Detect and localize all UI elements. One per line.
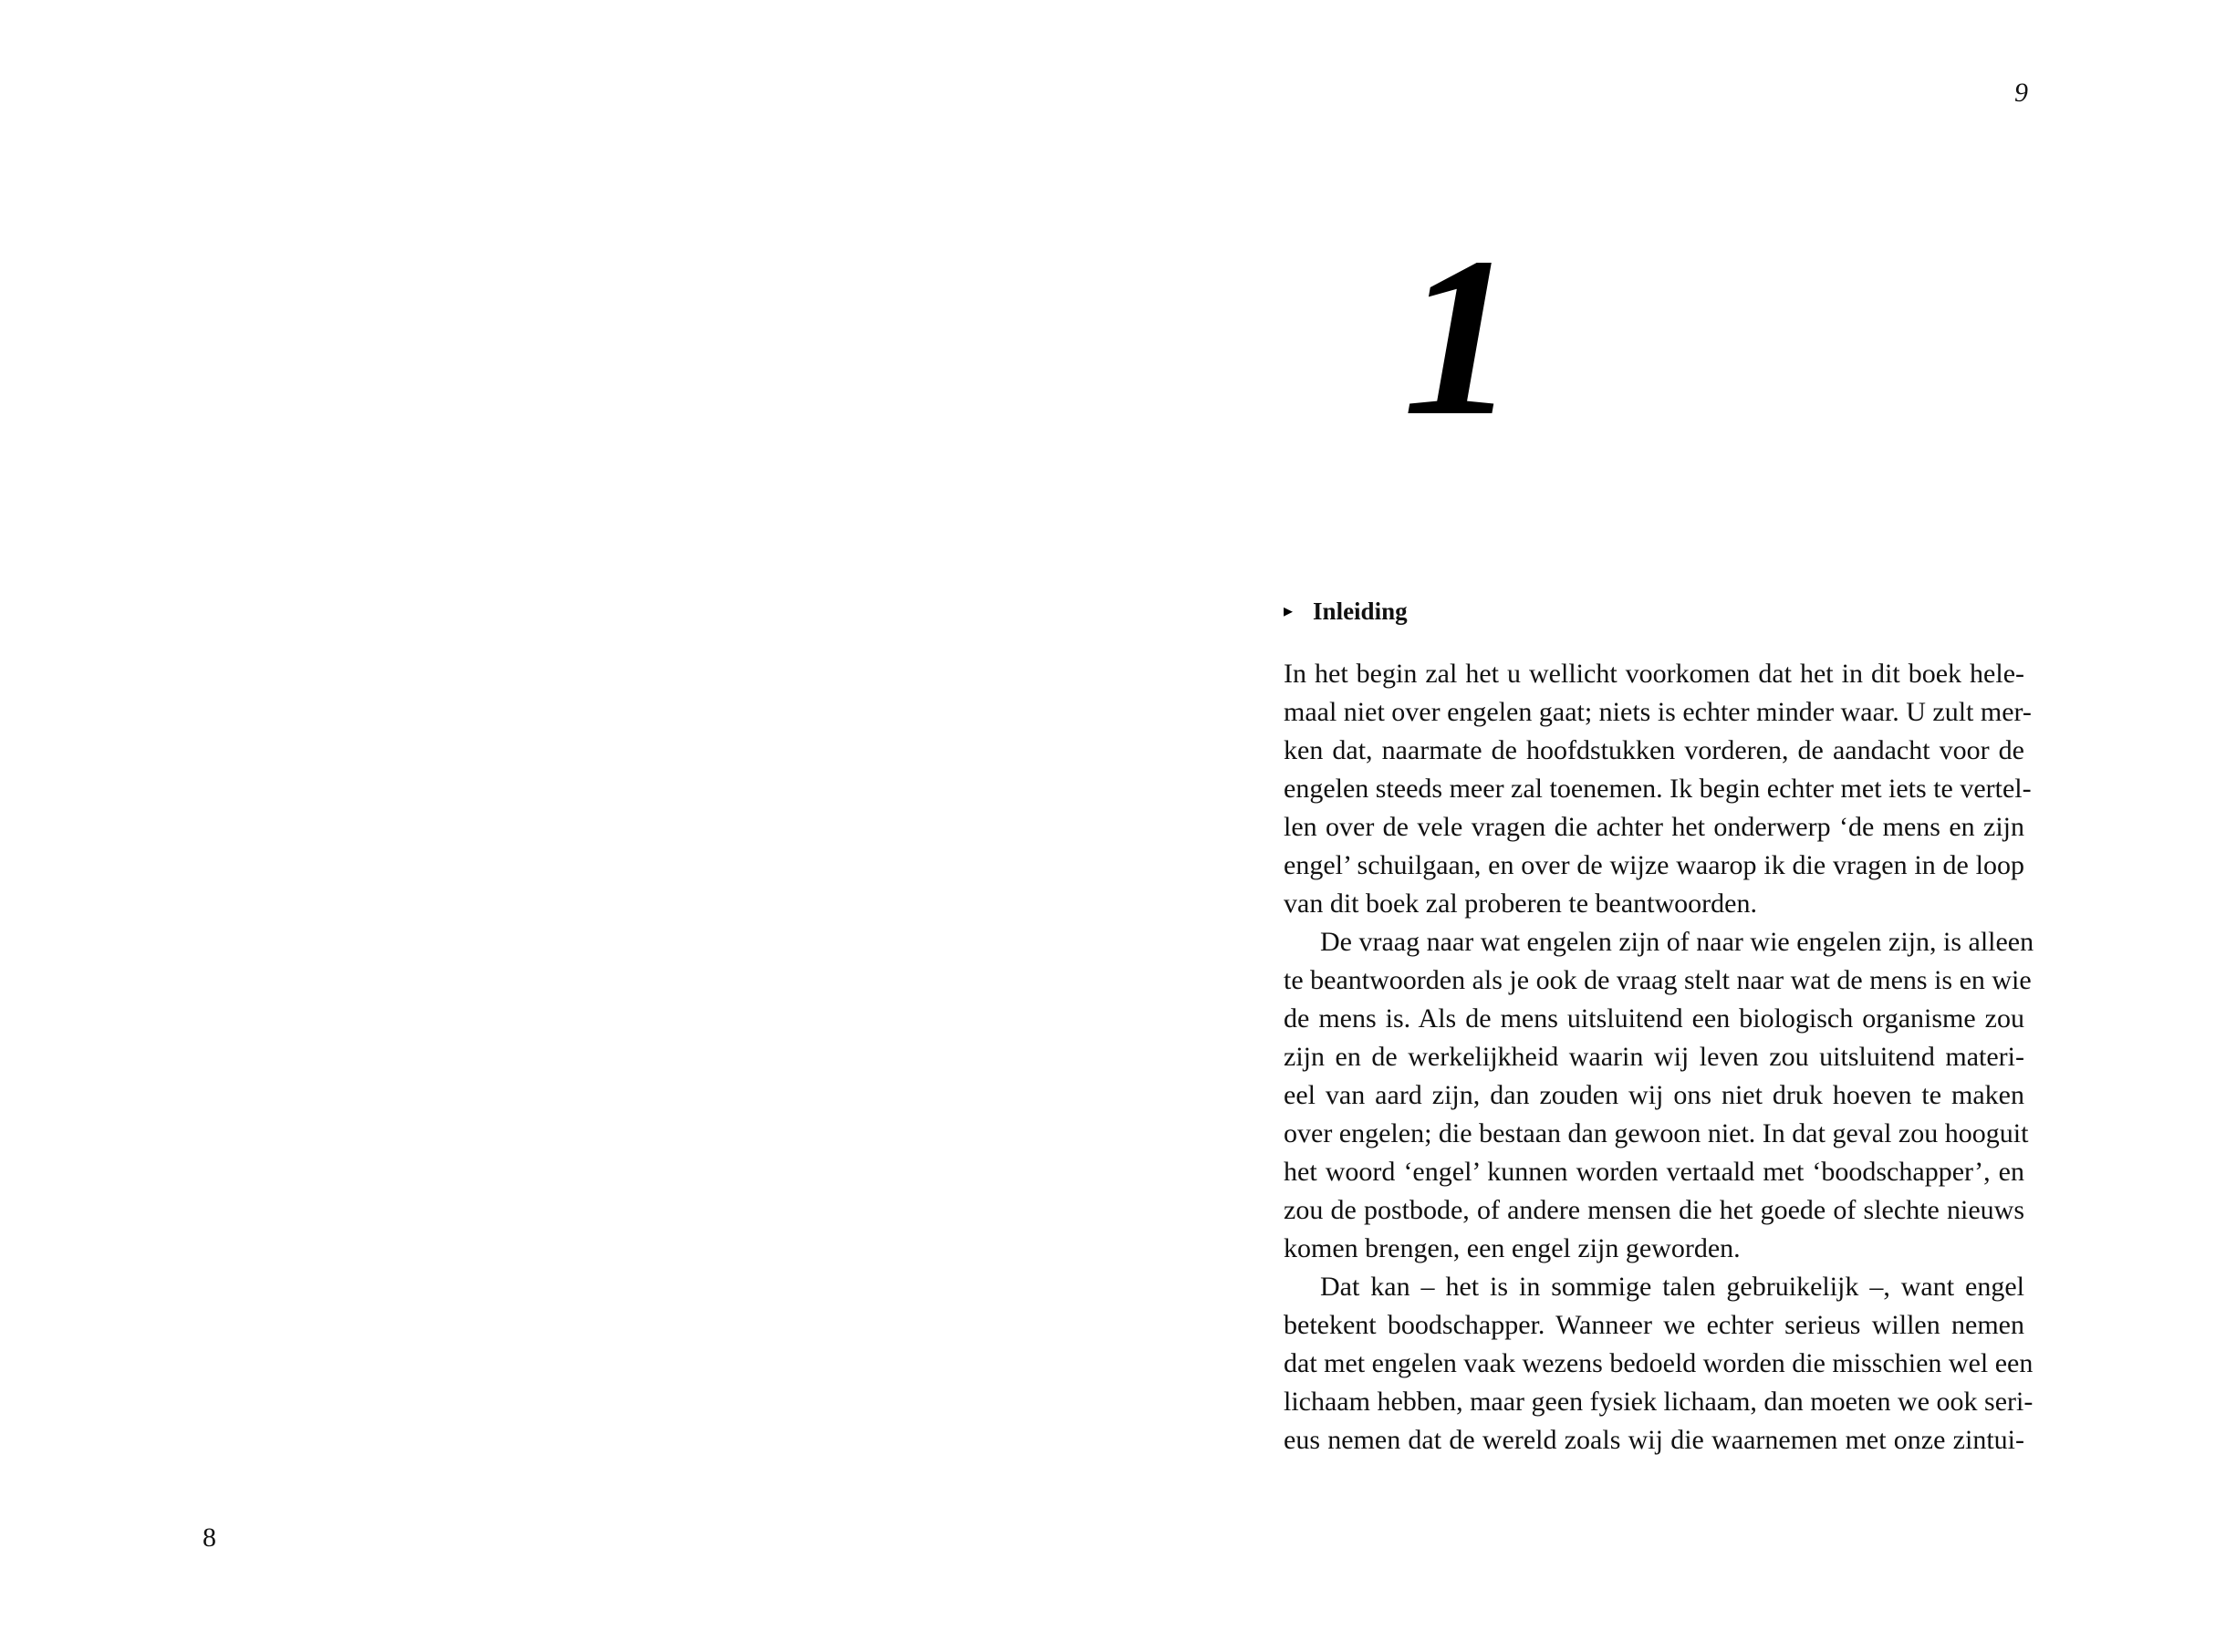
text-line: lichaam hebben, maar geen fysiek lichaam, dan moeten we ook seri- xyxy=(1284,1387,2034,1417)
body-text xyxy=(1284,655,2034,1460)
text-line: dat met engelen vaak wezens bedoeld worden die misschien wel een xyxy=(1284,1348,2034,1378)
page-number-right: 9 xyxy=(2014,78,2028,108)
text-line: maal niet over engelen gaat; niets is echter minder waar. U zult mer- xyxy=(1284,697,2032,727)
page-number-left: 8 xyxy=(203,1522,216,1553)
text-line: zijn en de werkelijkheid waarin wij leven zou uitsluitend materi- xyxy=(1284,1042,2024,1072)
triangle-bullet-icon: ▸ xyxy=(1284,601,1294,621)
text-line: eel van aard zijn, dan zouden wij ons niet druk hoeven te maken xyxy=(1284,1080,2024,1110)
text-line: komen brengen, een engel zijn geworden. xyxy=(1284,1233,1741,1263)
text-line: Dat kan – het is in sommige talen gebruikelijk –, want engel xyxy=(1320,1272,2024,1302)
text-line: ken dat, naarmate de hoofdstukken vorderen, de aandacht voor de xyxy=(1284,735,2024,765)
text-line: eus nemen dat de wereld zoals wij die waarnemen met onze zintui- xyxy=(1284,1425,2024,1455)
text-line: de mens is. Als de mens uitsluitend een biologisch organisme zou xyxy=(1284,1003,2024,1034)
section-title: Inleiding xyxy=(1313,597,1408,625)
text-line: engel’ schuilgaan, en over de wijze waarop ik die vragen in de loop xyxy=(1284,850,2024,880)
text-line: over engelen; die bestaan dan gewoon niet. In dat geval zou hooguit xyxy=(1284,1118,2029,1148)
text-line: te beantwoorden als je ook de vraag stelt naar wat de mens is en wie xyxy=(1284,965,2032,995)
text-line: len over de vele vragen die achter het onderwerp ‘de mens en zijn xyxy=(1284,812,2024,842)
text-line: betekent boodschapper. Wanneer we echter serieus willen nemen xyxy=(1284,1310,2024,1340)
text-line: engelen steeds meer zal toenemen. Ik begin echter met iets te vertel- xyxy=(1284,774,2032,804)
section-heading xyxy=(1284,595,1408,628)
text-line: De vraag naar wat engelen zijn of naar wie engelen zijn, is alleen xyxy=(1320,927,2034,957)
text-line: zou de postbode, of andere mensen die het goede of slechte nieuws xyxy=(1284,1195,2024,1225)
text-line: van dit boek zal proberen te beantwoorden. xyxy=(1284,888,1757,919)
text-line: In het begin zal het u wellicht voorkomen dat het in dit boek hele- xyxy=(1284,659,2024,689)
chapter-number: 1 xyxy=(1402,211,1517,463)
text-line: het woord ‘engel’ kunnen worden vertaald met ‘boodschapper’, en xyxy=(1284,1157,2024,1187)
